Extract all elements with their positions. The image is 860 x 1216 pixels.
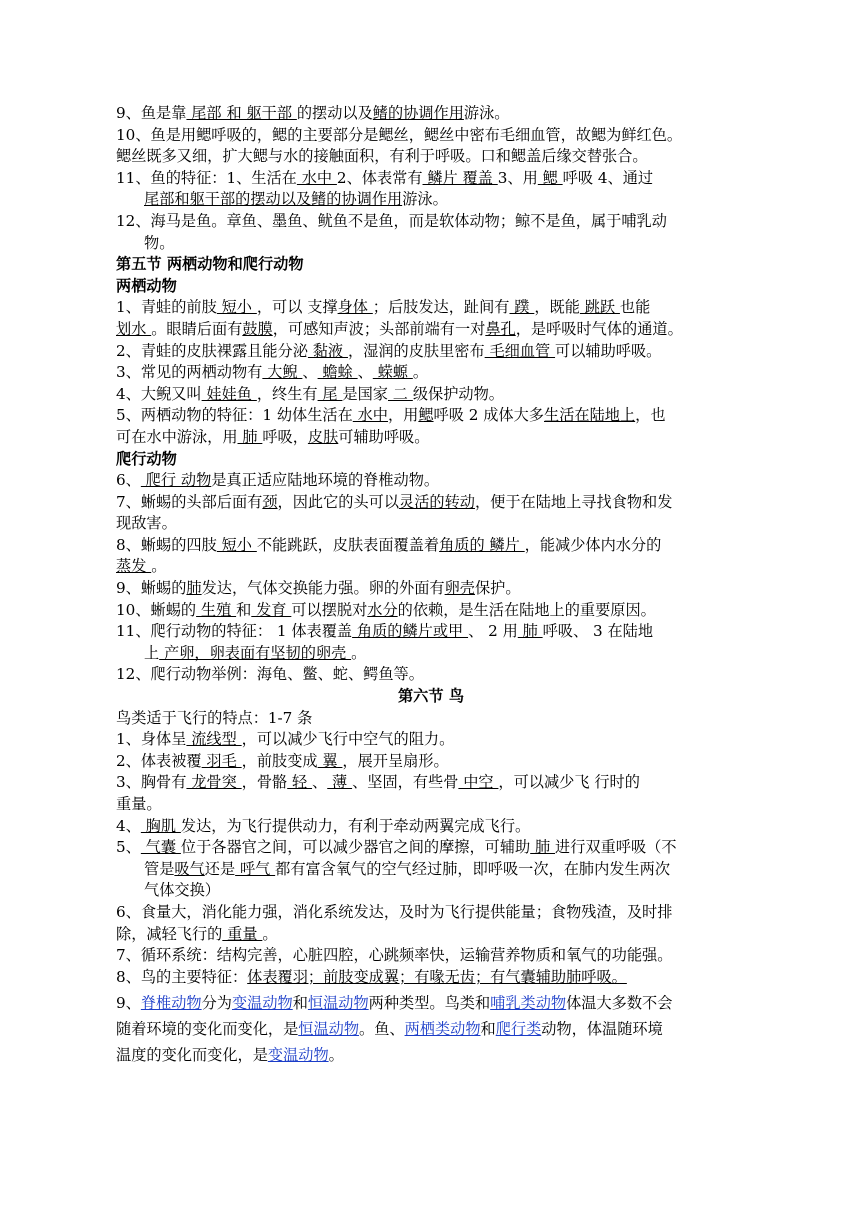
blank-answer: 肺	[517, 622, 543, 641]
text: 。眼睛后面有	[151, 319, 243, 338]
reptile-point-11-cont	[116, 643, 746, 665]
text: 3、用	[497, 168, 538, 187]
blank-answer: 鼓膜	[242, 319, 273, 338]
text: 4、	[116, 816, 141, 835]
bird-point-6-cont	[116, 924, 746, 946]
blank-answer: 薄	[327, 773, 353, 792]
bird-point-4	[116, 816, 746, 838]
blank-answer: 尾	[317, 384, 343, 403]
text: ，既能	[534, 298, 580, 317]
text: ，也	[635, 406, 666, 425]
blank-answer: 尾部 和 躯干部	[186, 104, 297, 122]
text: ，可以 支撑	[256, 298, 338, 317]
bird-point-1	[116, 729, 746, 751]
blank-answer: 娃娃鱼	[201, 384, 257, 403]
text: ，展开呈扇形。	[342, 751, 449, 770]
text: 1、身体呈	[116, 730, 187, 749]
text: 是真正适应陆地环境的脊椎动物。	[211, 471, 440, 490]
blank-answer: 跳跃	[579, 298, 620, 317]
text: 除，减轻飞行的	[116, 924, 223, 943]
text: 2、体表常有	[336, 168, 423, 187]
text: 和	[292, 994, 308, 1013]
text: 体温大多数不会	[566, 994, 673, 1013]
fish-point-10: 10、鱼是用鳃呼吸的，鳃的主要部分是鳃丝，鳃丝中密布毛细血管，故鳃为鲜红色。	[116, 125, 683, 144]
blank-answer: 划水	[116, 319, 152, 338]
text: 进行双重呼吸（不	[555, 838, 677, 857]
text: 2、青蛙的皮肤裸露且能分泌	[116, 341, 308, 360]
blank-answer: 身体	[337, 298, 373, 317]
text: 的依赖，是生活在陆地上的重要原因。	[397, 600, 656, 619]
text: 随着环境的变化而变化，是	[116, 1020, 299, 1039]
amphibian-point-5	[116, 405, 746, 427]
blank-answer: 发育	[251, 600, 292, 619]
text: 呼吸 2 成体大多	[433, 406, 544, 425]
text: 是国家	[342, 384, 388, 403]
text: 。	[351, 643, 367, 662]
text: 7、蜥蜴的头部后面有	[116, 492, 263, 511]
reptile-point-9	[116, 578, 746, 600]
bird-point-6: 6、食量大，消化能力强，消化系统发达，及时为飞行提供能量；食物残渣，及时排	[116, 902, 673, 921]
text: ，终生有	[256, 384, 318, 403]
blank-answer: 大鲵	[262, 363, 303, 382]
text: 呼吸，	[262, 427, 308, 446]
blank-answer: 生殖	[196, 600, 237, 619]
blank-answer: 鳞片 覆盖	[422, 168, 498, 187]
reptile-point-7-cont: 现敌害。	[116, 514, 177, 533]
text: 。	[151, 557, 167, 576]
blank-answer: 卵壳	[444, 579, 475, 598]
blank-answer: 皮肤	[307, 427, 339, 446]
text: 10、蜥蜴的	[116, 600, 197, 619]
text: 、 2 用	[468, 622, 518, 641]
text: ；后肢发达，趾间有	[372, 298, 510, 317]
text: 、	[312, 773, 328, 792]
blank-answer: 灵活的转动	[399, 492, 475, 511]
fish-point-12: 12、海马是鱼。章鱼、墨鱼、鱿鱼不是鱼，而是软体动物；鲸不是鱼，属于哺乳动	[116, 211, 667, 230]
amphibian-heading: 两栖动物	[116, 276, 177, 295]
text: 发达，为飞行提供动力，有利于牵动两翼完成飞行。	[180, 816, 531, 835]
blank-answer: 鼻孔	[485, 319, 516, 338]
blank-answer: 颈	[262, 492, 278, 511]
link-reptile[interactable]: 爬行类	[495, 1020, 542, 1039]
blank-answer: 轻	[287, 773, 313, 792]
amphibian-point-1-cont	[116, 319, 746, 341]
text: 3、胸骨有	[116, 773, 187, 792]
text: 5、	[116, 838, 141, 857]
blank-answer: 呼气	[235, 859, 276, 878]
text: 和	[480, 1020, 496, 1039]
text: 。	[412, 363, 429, 382]
text: 8、蜥蜴的四肢	[116, 535, 217, 554]
text: 呼吸、 3 在陆地	[542, 622, 654, 641]
text: 可辅助呼吸。	[338, 427, 430, 446]
link-vertebrate[interactable]: 脊椎动物	[140, 994, 202, 1013]
link-poikilotherm-2[interactable]: 变温动物	[267, 1046, 329, 1065]
text: 和	[236, 600, 252, 619]
blank-answer: 肺	[530, 838, 556, 857]
text: ，可以减少飞行中空气的阻力。	[241, 730, 455, 749]
blank-answer: 尾部和躯干部的摆动以及鳍的协调作用	[144, 190, 403, 209]
amphibian-point-4	[116, 384, 746, 406]
fish-point-10-cont: 鳃丝既多又细，扩大鳃与水的接触面积，有利于呼吸。口和鳃盖后缘交替张合。	[116, 147, 648, 166]
text: ，湿润的皮肤里密布	[347, 341, 485, 360]
bird-point-2	[116, 751, 746, 773]
text: 还是	[204, 859, 236, 878]
text: ，可以减少飞 行时的	[498, 773, 640, 792]
bird-point-9-line3	[116, 1042, 746, 1068]
text: 11、爬行动物的特征： 1 体表覆盖	[116, 622, 353, 641]
bird-point-9-line1	[116, 990, 746, 1016]
bird-intro: 鸟类适于飞行的特点：1-7 条	[116, 708, 313, 727]
text: 可以摆脱对	[291, 600, 368, 619]
bird-point-9-line2	[116, 1016, 746, 1042]
bird-point-7: 7、循环系统：结构完善，心脏四腔，心跳频率快，运输营养物质和氧气的功能强。	[116, 946, 673, 965]
blank-answer: 水中	[296, 168, 337, 187]
text: 可以辅助呼吸。	[555, 341, 662, 360]
text: 也能	[619, 298, 651, 317]
text: 4、大鲵又叫	[116, 384, 202, 403]
text: ，骨骼	[241, 773, 288, 792]
blank-answer: 毛细血管	[484, 341, 556, 360]
text: 5、两栖动物的特征：1 幼体生活在	[116, 406, 353, 425]
text: 。鱼、	[359, 1020, 405, 1039]
amphibian-point-3	[116, 362, 746, 384]
text: 1、青蛙的前肢	[116, 298, 217, 317]
text: 。	[328, 1046, 344, 1065]
reptile-point-10	[116, 600, 746, 622]
text: 级保护动物。	[412, 384, 504, 403]
blank-answer: 蹼	[509, 298, 535, 317]
blank-answer: 鳍的协调作用	[372, 104, 464, 122]
reptile-point-8	[116, 535, 746, 557]
text: 2、体表被覆	[116, 751, 202, 770]
amphibian-point-5-cont	[116, 427, 746, 449]
bird-point-3-cont: 重量。	[116, 795, 162, 813]
fish-point-11	[116, 168, 746, 190]
bird-point-8	[116, 967, 746, 989]
blank-answer: 角质的鳞片或甲	[352, 622, 469, 641]
section-5-title: 第五节 两栖动物和爬行动物	[116, 255, 304, 274]
link-homeotherm[interactable]: 恒温动物	[307, 994, 369, 1013]
text: 9、蜥蜴的	[116, 579, 187, 598]
text: ，可感知声波；头部前端有一对	[272, 319, 486, 338]
text: 上	[144, 643, 160, 662]
text: ，能减少体内水分的	[524, 535, 662, 554]
link-poikilotherm[interactable]: 变温动物	[231, 994, 293, 1013]
reptile-point-7	[116, 492, 746, 514]
bird-point-5-cont2: 气体交换）	[144, 881, 220, 900]
blank-answer: 短小	[216, 535, 257, 554]
fish-point-9	[116, 103, 746, 125]
text: 的摆动以及	[296, 104, 373, 122]
blank-answer: 鳃	[418, 406, 434, 425]
blank-answer: 水分	[367, 600, 398, 619]
text: 8、鸟的主要特征：	[116, 967, 248, 986]
text: 9、鱼是靠	[116, 104, 187, 122]
text: 游泳。	[402, 190, 448, 209]
blank-answer: 体表覆羽；前肢变成翼；有喙无齿；有气囊辅助肺呼吸。	[247, 967, 627, 986]
text: 9、	[116, 994, 141, 1013]
blank-answer: 胸肌	[140, 816, 181, 835]
blank-answer: 肺	[237, 427, 263, 446]
blank-answer: 水中	[352, 406, 388, 425]
reptile-point-12: 12、爬行动物举例：海龟、鳖、蛇、鳄鱼等。	[116, 665, 424, 684]
bird-point-5-cont	[116, 859, 746, 881]
text: 。	[262, 924, 278, 943]
document-page	[116, 103, 746, 1068]
blank-answer: 蝾螈	[372, 363, 413, 382]
text: ，是呼吸时气体的通道。	[515, 319, 683, 338]
text: 都有富含氧气的空气经过肺，即呼吸一次，在肺内发生两次	[275, 859, 671, 878]
section-6-title: 第六节 鸟	[397, 687, 465, 706]
blank-answer: 二	[387, 384, 413, 403]
text: ，前肢变成	[241, 751, 318, 770]
amphibian-point-2	[116, 341, 746, 363]
text: 可在水中游泳，用	[116, 427, 238, 446]
amphibian-point-1	[116, 297, 746, 319]
blank-answer: 产卵，卵表面有坚韧的卵壳	[159, 643, 352, 662]
text: 分为	[201, 994, 232, 1013]
reptile-point-6	[116, 470, 746, 492]
blank-answer: 肺	[186, 579, 202, 598]
text: 、	[357, 363, 373, 382]
blank-answer: 蒸发	[116, 557, 152, 576]
text: ，用	[387, 406, 419, 425]
blank-answer: 黏液	[307, 341, 348, 360]
blank-answer: 生活在陆地上	[544, 406, 636, 425]
link-mammal[interactable]: 哺乳类动物	[490, 994, 567, 1013]
link-homeotherm-2[interactable]: 恒温动物	[298, 1020, 359, 1039]
fish-point-11-cont	[116, 189, 746, 211]
bird-point-5	[116, 837, 746, 859]
text: 11、鱼的特征：1、生活在	[116, 168, 297, 187]
text: 动物，体温随环境	[541, 1020, 663, 1039]
blank-answer: 流线型	[186, 730, 242, 749]
blank-answer: 角质的 鳞片	[439, 535, 525, 554]
text: ，因此它的头可以	[277, 492, 400, 511]
blank-answer: 蟾蜍	[317, 363, 358, 382]
blank-answer: 鳃	[537, 168, 563, 187]
text: ，便于在陆地上寻找食物和发	[474, 492, 673, 511]
bird-point-3	[116, 772, 746, 794]
blank-answer: 龙骨突	[186, 773, 242, 792]
bird-point-9	[116, 990, 746, 1068]
reptile-point-11	[116, 621, 746, 643]
blank-answer: 爬行 动物	[140, 471, 212, 490]
reptile-point-8-cont	[116, 556, 746, 578]
text: 、坚固，有些骨	[352, 773, 459, 792]
text: 位于各器官之间，可以减少器官之间的摩擦，可辅助	[180, 838, 531, 857]
text: 6、	[116, 471, 141, 490]
text: 管是	[144, 859, 175, 878]
text: 两种类型。鸟类和	[368, 994, 491, 1013]
text: 不能跳跃，皮肤表面覆盖着	[256, 535, 440, 554]
text: 3、常见的两栖动物有	[116, 363, 263, 382]
text: 游泳。	[463, 104, 510, 122]
fish-point-12-cont: 物。	[144, 233, 175, 252]
blank-answer: 气囊	[140, 838, 181, 857]
text: 保护。	[474, 579, 521, 598]
blank-answer: 吸气	[174, 859, 205, 878]
blank-answer: 中空	[458, 773, 499, 792]
text: 发达，气体交换能力强。卵的外面有	[201, 579, 445, 598]
blank-answer: 重量	[222, 924, 263, 943]
text: 、	[302, 363, 318, 382]
blank-answer: 短小	[216, 298, 257, 317]
text: 呼吸 4、通过	[562, 168, 654, 187]
link-amphibian[interactable]: 两栖类动物	[404, 1020, 481, 1039]
reptile-heading: 爬行动物	[116, 449, 177, 468]
text: 温度的变化而变化，是	[116, 1046, 268, 1065]
blank-answer: 羽毛	[201, 751, 242, 770]
blank-answer: 翼	[317, 751, 343, 770]
